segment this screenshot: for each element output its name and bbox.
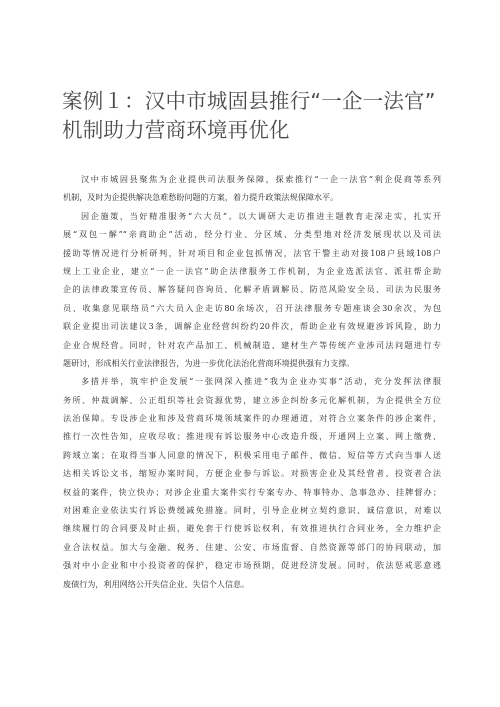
text-line: 因企施策，当好精准服务“六大员”。以大调研大走访推进主题教育走深走实，扎实开	[81, 210, 441, 221]
text-line: 强对中小企业和中小投资者的保护，稳定市场预期，促进经济发展。同时，依法惩戒恶意逃	[63, 560, 441, 571]
text-line: 展“双包一解”“亲商助企”活动，经分行业、分区域、分类型地对经济发展现状以及司法	[63, 229, 441, 240]
text-line: 跨域立案；在取得当事人同意的情况下，积极采用电子邮件、微信、短信等方式向当事人送	[63, 449, 441, 460]
text-line: 援助等情况进行分析研判，针对项目和企业包抓情况，法官干警主动对接108户县域108户	[63, 247, 441, 258]
text-line: 废债行为，利用网络公开失信企业、失信个人信息。	[63, 578, 250, 589]
document-body	[63, 170, 441, 593]
text-line: 企的法律政策宣传员、解答疑问咨询员、化解矛盾调解员、防范风险安全员、司法为民服务	[63, 284, 441, 295]
text-line: 题研讨，形成相关行业法律报告，为进一步优化法治化营商环境提供强有力支撑。	[63, 357, 355, 368]
paragraph-2	[63, 207, 441, 373]
text-line: 继续履行的合同要及时止损，避免套于行使诉讼权利，有效推进执行合同业务，全力维护企	[63, 523, 441, 534]
text-line: 汉中市城固县聚焦为企业提供司法服务保障，探索推行“一企一法官“利企促商等系列	[81, 174, 441, 184]
text-line: 达相关诉讼文书，缩短办案时间，方便企业参与诉讼。对损害企业及其经营者、投资者合法	[63, 468, 441, 479]
text-line: 员、收集意见联络员“六大员入企走访80余场次，召开法律服务专题座谈会30余次，为包	[63, 302, 441, 313]
text-line: 规上工业企业，建立“一企一法官”助企法律服务工作机制，为企业选派法官、派驻帮企助	[63, 265, 441, 276]
text-line: 联企业提出司法建议3条，调解企业经营纠纷约20件次，帮助企业有效规避涉诉风险，助力	[63, 321, 441, 332]
text-line: 企业合规经营。同时，针对农产品加工、机械制造、建材生产等传统产业涉司法问题进行专	[63, 339, 441, 350]
text-line: 权益的案件，快立快办；对涉企业重大案件实行专案专办、特事特办、急事急办、挂牌督办；	[63, 486, 441, 497]
text-line: 法治保障。专设涉企业和涉及营商环境领域案件的办理通道，对符合立案条件的涉企案件，	[63, 413, 441, 424]
text-line: 机制，及时为企提供解决急难愁盼问题的方案，着力提升政策法规保障水平。	[63, 192, 339, 203]
paragraph-1	[63, 170, 441, 207]
document-title	[62, 87, 462, 145]
text-line: 推行一次性告知，应收尽收；推进现有诉讼服务中心改造升级，开通网上立案、网上缴费、	[63, 431, 441, 442]
paragraph-3	[63, 372, 441, 593]
title-line: 案例１：汉中市城固县推行“一企一法官”	[62, 89, 436, 113]
text-line: 多措并举，筑牢护企发展“一张网深入推进“我为企业办实事”活动，充分发挥法律服	[81, 376, 441, 387]
text-line: 业合法权益。加大与金融、税务、住建、公安、市场监督、自然资源等部门的协同联动，加	[63, 541, 441, 552]
title-line: 机制助力营商环境再优化	[62, 118, 290, 142]
text-line: 对困难企业依法实行诉讼费缓减免措施。同时，引导企业树立契约意识、诚信意识，对难以	[63, 505, 441, 516]
text-line: 务所、仲裁调解、公正组织等社会资源优势，建立涉企纠纷多元化解机制，为企提供全方位	[63, 394, 441, 405]
